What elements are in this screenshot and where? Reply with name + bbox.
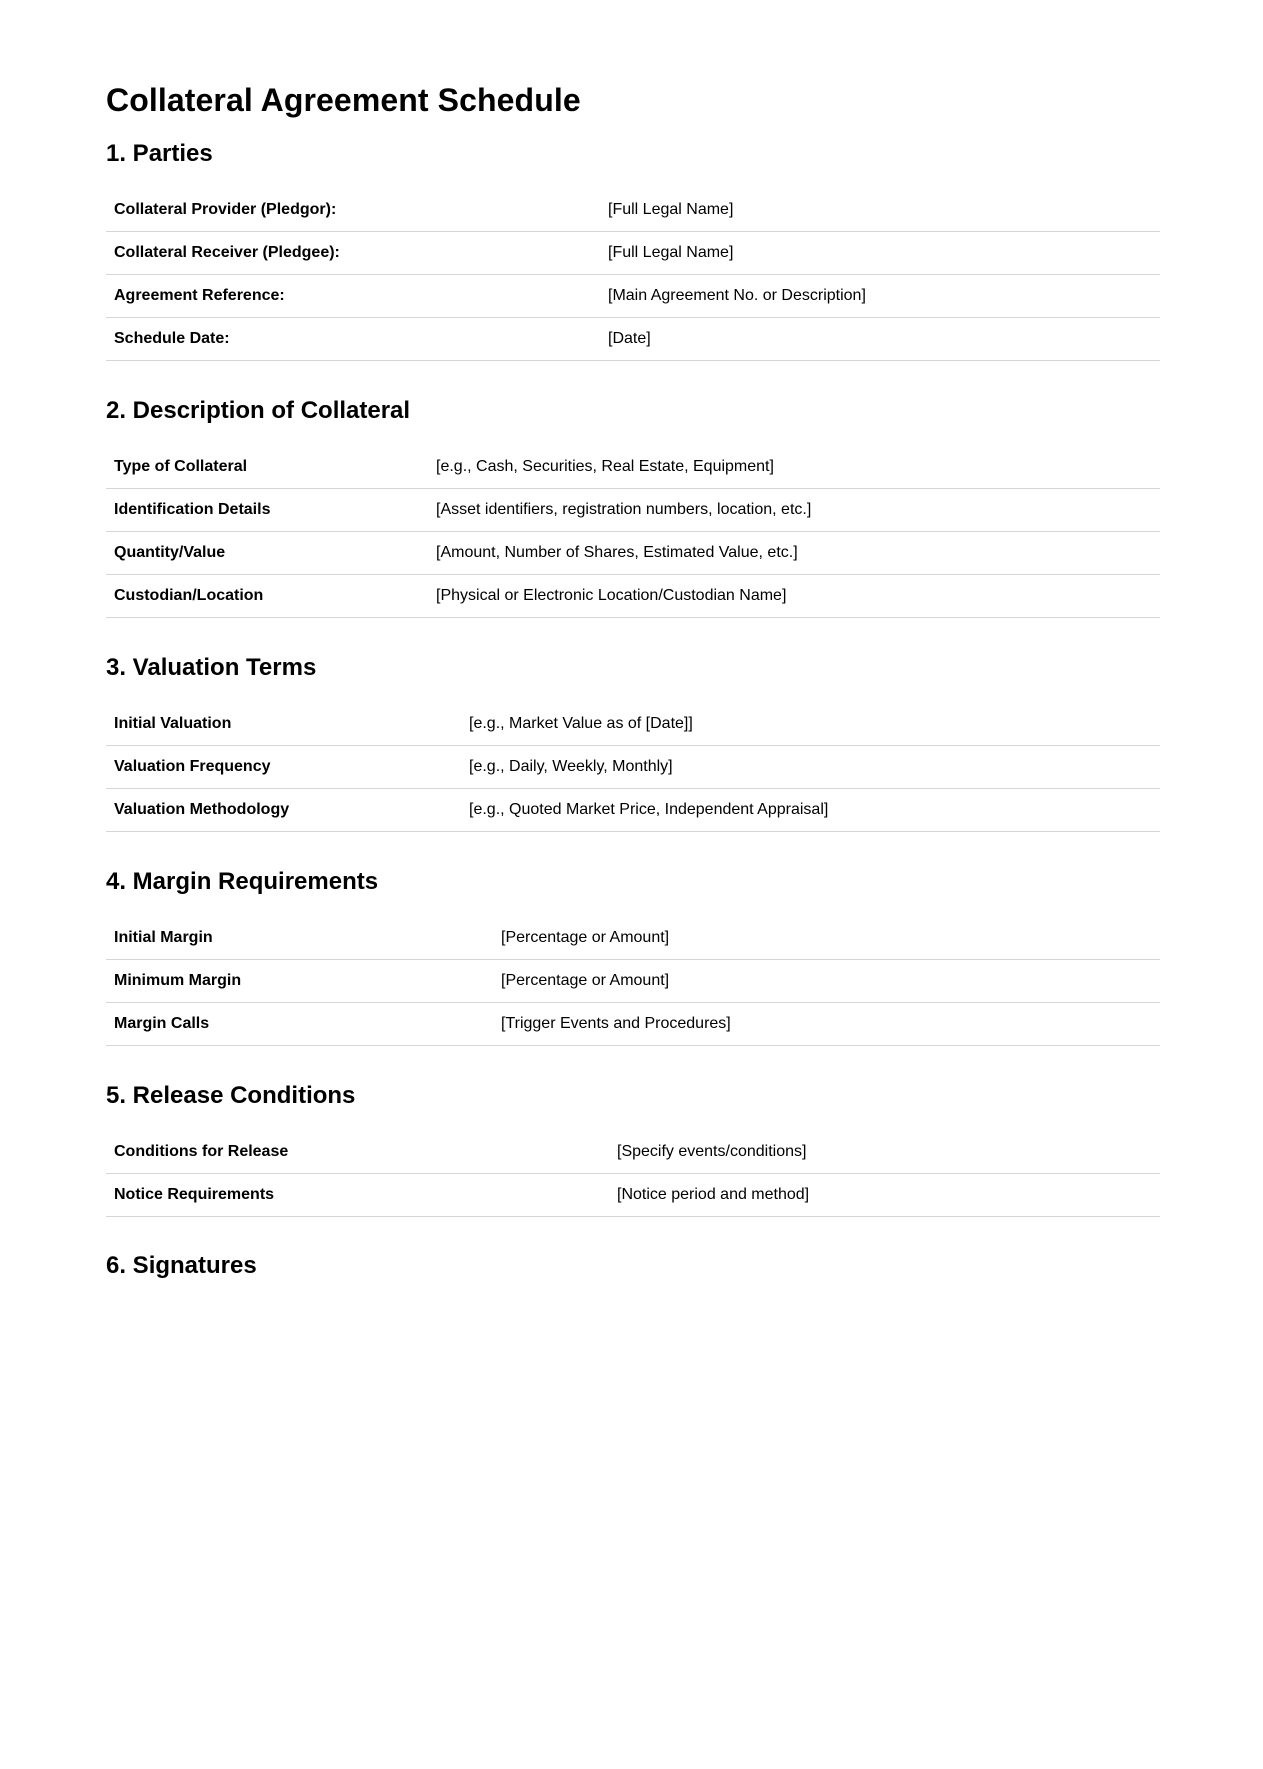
row-value: [Percentage or Amount] (493, 917, 1160, 960)
parties-table (106, 189, 1160, 361)
table-row (106, 489, 1160, 532)
table-row (106, 532, 1160, 575)
table-row (106, 275, 1160, 318)
row-label: Initial Margin (106, 917, 493, 960)
row-value: [Main Agreement No. or Description] (600, 275, 1160, 318)
row-label: Conditions for Release (106, 1131, 609, 1174)
table-row (106, 189, 1160, 232)
section-heading: 4. Margin Requirements (106, 868, 379, 895)
row-label: Identification Details (106, 489, 428, 532)
release-table (106, 1131, 1160, 1217)
row-value: [Physical or Electronic Location/Custodian Name] (428, 575, 1160, 618)
row-label: Notice Requirements (106, 1174, 609, 1217)
row-value: [Notice period and method] (609, 1174, 1160, 1217)
row-label: Minimum Margin (106, 960, 493, 1003)
row-label: Type of Collateral (106, 446, 428, 489)
row-value: [Full Legal Name] (600, 232, 1160, 275)
table-row (106, 960, 1160, 1003)
table-row (106, 575, 1160, 618)
row-value: [Trigger Events and Procedures] (493, 1003, 1160, 1046)
table-row (106, 446, 1160, 489)
row-value: [e.g., Daily, Weekly, Monthly] (461, 746, 1160, 789)
row-label: Collateral Receiver (Pledgee): (106, 232, 600, 275)
row-label: Quantity/Value (106, 532, 428, 575)
table-row (106, 1003, 1160, 1046)
row-value: [e.g., Cash, Securities, Real Estate, Equipment] (428, 446, 1160, 489)
section-valuation-terms (106, 653, 1160, 832)
table-row (106, 703, 1160, 746)
section-release-conditions (106, 1081, 1160, 1217)
row-value: [Full Legal Name] (600, 189, 1160, 232)
table-row (106, 917, 1160, 960)
row-label: Collateral Provider (Pledgor): (106, 189, 600, 232)
table-row (106, 1174, 1160, 1217)
row-value: [Amount, Number of Shares, Estimated Value, etc.] (428, 532, 1160, 575)
section-parties (106, 139, 1160, 361)
table-row (106, 789, 1160, 832)
row-value: [e.g., Quoted Market Price, Independent Appraisal] (461, 789, 1160, 832)
document-title: Collateral Agreement Schedule (106, 82, 581, 118)
section-signatures (106, 1251, 1160, 1281)
row-label: Margin Calls (106, 1003, 493, 1046)
valuation-table (106, 703, 1160, 832)
row-label: Valuation Frequency (106, 746, 461, 789)
row-label: Initial Valuation (106, 703, 461, 746)
row-value: [Percentage or Amount] (493, 960, 1160, 1003)
row-value: [Specify events/conditions] (609, 1131, 1160, 1174)
row-value: [e.g., Market Value as of [Date]] (461, 703, 1160, 746)
table-row (106, 318, 1160, 361)
section-margin-requirements (106, 867, 1160, 1046)
section-heading: 6. Signatures (106, 1252, 257, 1279)
row-label: Schedule Date: (106, 318, 600, 361)
collateral-table (106, 446, 1160, 618)
section-heading: 3. Valuation Terms (106, 654, 317, 681)
table-row (106, 746, 1160, 789)
table-row (106, 232, 1160, 275)
row-label: Valuation Methodology (106, 789, 461, 832)
section-heading: 1. Parties (106, 140, 213, 167)
table-row (106, 1131, 1160, 1174)
margin-table (106, 917, 1160, 1046)
row-label: Agreement Reference: (106, 275, 600, 318)
section-heading: 5. Release Conditions (106, 1082, 356, 1109)
row-value: [Asset identifiers, registration numbers, location, etc.] (428, 489, 1160, 532)
row-label: Custodian/Location (106, 575, 428, 618)
section-description-of-collateral (106, 396, 1160, 618)
row-value: [Date] (600, 318, 1160, 361)
section-heading: 2. Description of Collateral (106, 397, 411, 424)
